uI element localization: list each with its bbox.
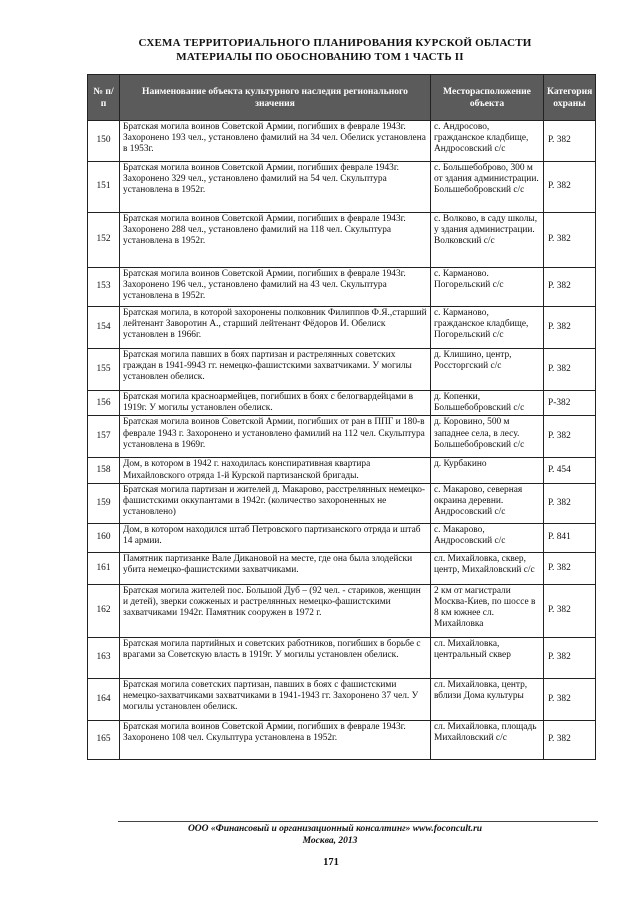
page-number: 171 — [323, 857, 339, 868]
object-name: Братская могила красноармейцев, погибших в боях с белогвардейцами в 1919г. У могилы установлен обелиск. — [120, 391, 431, 416]
object-location: сл. Михайловка, центральный сквер — [431, 637, 544, 678]
object-location: с. Макарово, Андросовский с/с — [431, 523, 544, 552]
object-location: сл. Михайловка, сквер, центр, Михайловский с/с — [431, 552, 544, 584]
object-location: д. Клишино, центр, Россторгский с/с — [431, 349, 544, 391]
row-number: 155 — [88, 349, 120, 391]
row-number: 165 — [88, 720, 120, 759]
object-name: Братская могила советских партизан, павших в боях с фашистскими немецко-захватчиками захватчиками в 1941-1943 гг. Захоронено 37 чел. У могилы установлен обелиск. — [120, 678, 431, 720]
object-name: Братская могила воинов Советской Армии, погибших в феврале 1943г. Захоронено 196 чел., установлено фамилий на 43 чел. Скульптура установлена в 1952г. — [120, 268, 431, 307]
protection-category: Р. 382 — [544, 552, 596, 584]
protection-category: Р. 382 — [544, 162, 596, 213]
heritage-objects-table — [87, 74, 596, 760]
protection-category: Р. 382 — [544, 268, 596, 307]
row-number: 150 — [88, 121, 120, 162]
document-title: СХЕМА ТЕРРИТОРИАЛЬНОГО ПЛАНИРОВАНИЯ КУРСКОЙ ОБЛАСТИ — [138, 37, 532, 49]
row-number: 158 — [88, 458, 120, 483]
table-row — [88, 720, 596, 759]
protection-category: Р. 382 — [544, 213, 596, 268]
row-number: 161 — [88, 552, 120, 584]
object-location: д. Коровино, 500 м западнее села, в лесу. Большебобровский с/с — [431, 416, 544, 458]
object-name: Братская могила партизан и жителей д. Макарово, расстрелянных немецко-фашистскими оккупантами в 1942г. (количество захороненных не установлено) — [120, 483, 431, 523]
table-row — [88, 523, 596, 552]
object-location: с. Андросово, гражданское кладбище, Андросовский с/с — [431, 121, 544, 162]
document-subtitle: МАТЕРИАЛЫ ПО ОБОСНОВАНИЮ ТОМ 1 ЧАСТЬ II — [176, 51, 464, 63]
table-row — [88, 349, 596, 391]
table-body — [88, 121, 596, 760]
object-location: сл. Михайловка, центр, вблизи Дома культуры — [431, 678, 544, 720]
table-row — [88, 121, 596, 162]
table-header-row — [88, 75, 596, 121]
page-footer — [0, 823, 640, 847]
footer-divider — [118, 821, 598, 822]
table-row — [88, 162, 596, 213]
object-name: Братская могила воинов Советской Армии, погибших феврале 1943г. Захоронено 329 чел., установлено фамилий на 54 чел. Скульптура установлена в 1952г. — [120, 162, 431, 213]
protection-category: Р. 454 — [544, 458, 596, 483]
object-name: Братская могила воинов Советской Армии, погибших в феврале 1943г. Захоронено 288 чел., установлено фамилий на 118 чел. Скульптура установлена в 1952г. — [120, 213, 431, 268]
column-header-name: Наименование объекта культурного наследия регионального значения — [120, 75, 431, 121]
table-row — [88, 458, 596, 483]
protection-category: Р-382 — [544, 391, 596, 416]
protection-category: Р. 382 — [544, 349, 596, 391]
object-location: с. Карманово, гражданское кладбище, Погорельский с/с — [431, 307, 544, 349]
object-location: сл. Михайловка, площадь Михайловский с/с — [431, 720, 544, 759]
object-location: с. Карманово. Погорельский с/с — [431, 268, 544, 307]
object-name: Дом, в котором в 1942 г. находилась конспиративная квартира Михайловского отряда 1-й Курской партизанской бригады. — [120, 458, 431, 483]
object-name: Братская могила, в которой захоронены полковник Филиппов Ф.Я.,старший лейтенант Заворотин А., старший лейтенант Фёдоров И. Обелиск установлен в 1966г. — [120, 307, 431, 349]
row-number: 162 — [88, 584, 120, 637]
document-header — [0, 36, 640, 64]
object-name: Братская могила павших в боях партизан и растрелянных советских граждан в 1941-9943 гг. немецко-фашистскими захватчиками. У могилы установлен обелиск. — [120, 349, 431, 391]
protection-category: Р. 382 — [544, 121, 596, 162]
object-location: д. Копенки, Большебобровский с/с — [431, 391, 544, 416]
table-row — [88, 483, 596, 523]
object-name: Памятник партизанке Вале Дикановой на месте, где она была злодейски убита немецко-фашистскими захватчиками. — [120, 552, 431, 584]
row-number: 163 — [88, 637, 120, 678]
table-row — [88, 213, 596, 268]
protection-category: Р. 382 — [544, 720, 596, 759]
row-number: 154 — [88, 307, 120, 349]
object-name: Братская могила воинов Советской Армии, погибших в феврале 1943г. Захоронено 193 чел., установлено фамилий на 34 чел. Обелиск установлена в 1953г. — [120, 121, 431, 162]
column-header-location: Месторасположение объекта — [431, 75, 544, 121]
object-location: с. Макарово, северная окраина деревни. Андросовский с/с — [431, 483, 544, 523]
object-name: Братская могила воинов Советской Армии, погибших в феврале 1943г. Захоронено 108 чел. Скульптура установлена в 1952г. — [120, 720, 431, 759]
row-number: 153 — [88, 268, 120, 307]
protection-category: Р. 841 — [544, 523, 596, 552]
object-location: д. Курбакино — [431, 458, 544, 483]
object-name: Братская могила партийных и советских работников, погибших в борьбе с врагами за Советскую власть в 1919г. У могилы установлен обелиск. — [120, 637, 431, 678]
table-row — [88, 416, 596, 458]
table-row — [88, 268, 596, 307]
protection-category: Р. 382 — [544, 678, 596, 720]
row-number: 164 — [88, 678, 120, 720]
table-row — [88, 584, 596, 637]
table-row — [88, 678, 596, 720]
row-number: 157 — [88, 416, 120, 458]
protection-category: Р. 382 — [544, 307, 596, 349]
object-location: с. Волково, в саду школы, у здания администрации. Волковский с/с — [431, 213, 544, 268]
table-row — [88, 391, 596, 416]
column-header-number: № п/п — [88, 75, 120, 121]
table-row — [88, 552, 596, 584]
table-row — [88, 307, 596, 349]
row-number: 156 — [88, 391, 120, 416]
object-name: Братская могила жителей пос. Большой Дуб – (92 чел. - стариков, женщин и детей), зверки сожженых и растрелянных немецко-фашистскими захватчиками 1942г. Памятник сооружен в 1972 г. — [120, 584, 431, 637]
protection-category: Р. 382 — [544, 483, 596, 523]
footer-city-year: Москва, 2013 — [302, 836, 358, 846]
object-name: Братская могила воинов Советской Армии, погибших от ран в ППГ и 180-в феврале 1943 г. Захоронено и установлено фамилий на 112 чел. Скульптура установлена в 1969г. — [120, 416, 431, 458]
protection-category: Р. 382 — [544, 416, 596, 458]
row-number: 160 — [88, 523, 120, 552]
row-number: 152 — [88, 213, 120, 268]
protection-category: Р. 382 — [544, 584, 596, 637]
table-row — [88, 637, 596, 678]
column-header-category: Категория охраны — [544, 75, 596, 121]
object-location: с. Большебоброво, 300 м от здания администрации. Большебобровский с/с — [431, 162, 544, 213]
object-location: 2 км от магистрали Москва-Киев, по шоссе в 8 км южнее сл. Михайловка — [431, 584, 544, 637]
object-name: Дом, в котором находился штаб Петровского партизанского отряда и штаб 14 армии. — [120, 523, 431, 552]
protection-category: Р. 382 — [544, 637, 596, 678]
row-number: 151 — [88, 162, 120, 213]
footer-company: ООО «Финансовый и организационный консалтинг» www.foconcult.ru — [187, 824, 483, 834]
row-number: 159 — [88, 483, 120, 523]
